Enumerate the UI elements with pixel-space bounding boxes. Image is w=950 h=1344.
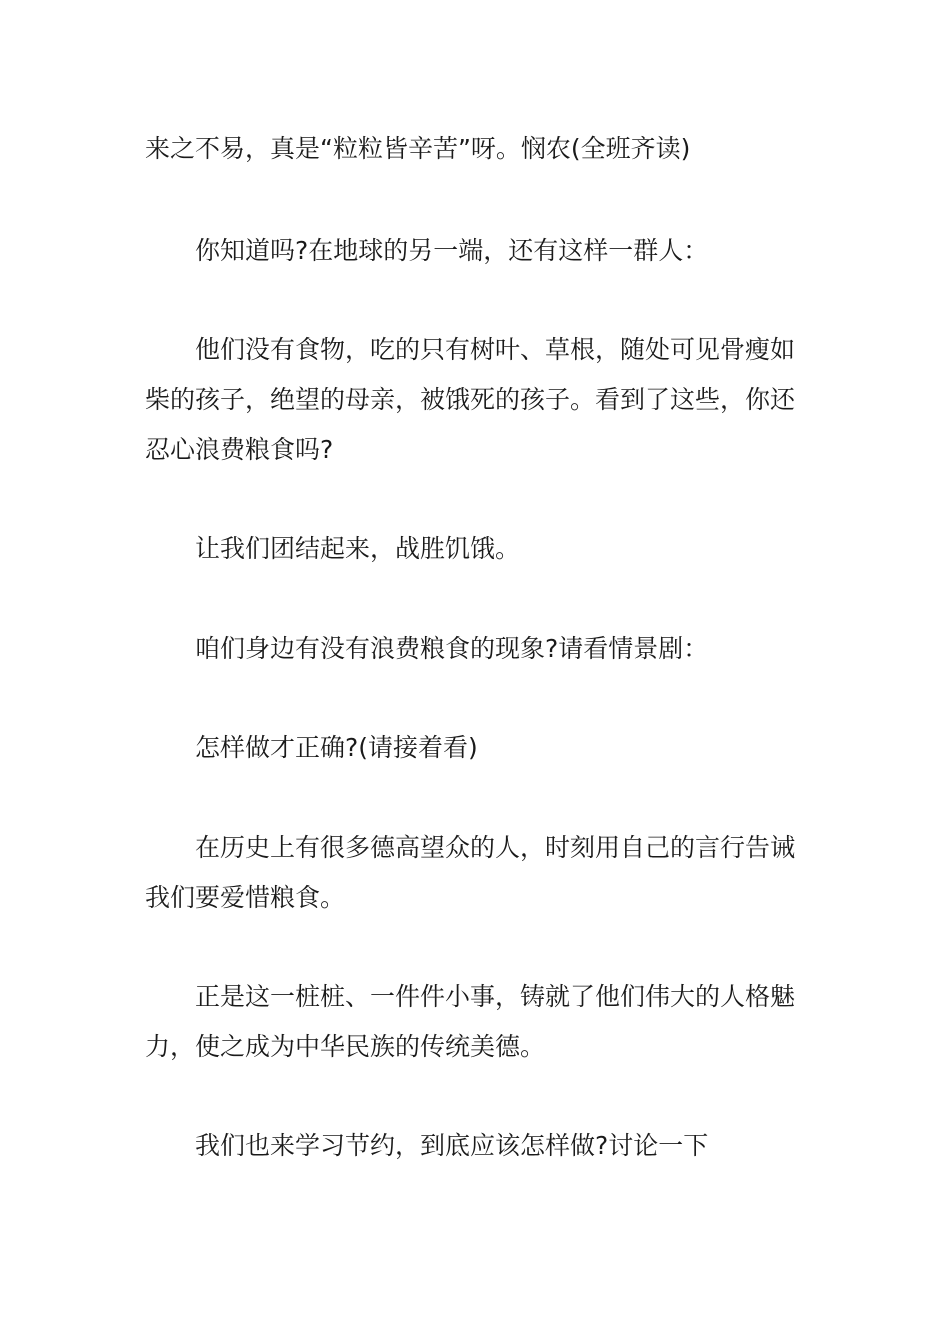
paragraph: 我们也来学习节约，到底应该怎样做?讨论一下	[195, 1131, 709, 1160]
paragraph: 怎样做才正确?(请接着看)	[195, 733, 478, 762]
paragraph: 正是这一桩桩、一件件小事，铸就了他们伟大的人格魅力，使之成为中华民族的传统美德。	[145, 982, 796, 1061]
paragraph-continuation: 来之不易，真是“粒粒皆辛苦”呀。悯农(全班齐读)	[145, 134, 691, 163]
paragraph: 他们没有食物，吃的只有树叶、草根，随处可见骨瘦如柴的孩子，绝望的母亲，被饿死的孩子。看到了这些，你还忍心浪费粮食吗?	[145, 335, 796, 464]
paragraph: 你知道吗?在地球的另一端，还有这样一群人：	[195, 236, 709, 265]
paragraph: 让我们团结起来，战胜饥饿。	[195, 534, 521, 563]
paragraph: 在历史上有很多德高望众的人，时刻用自己的言行告诫我们要爱惜粮食。	[145, 833, 796, 912]
paragraph: 咱们身边有没有浪费粮食的现象?请看情景剧：	[195, 634, 709, 663]
